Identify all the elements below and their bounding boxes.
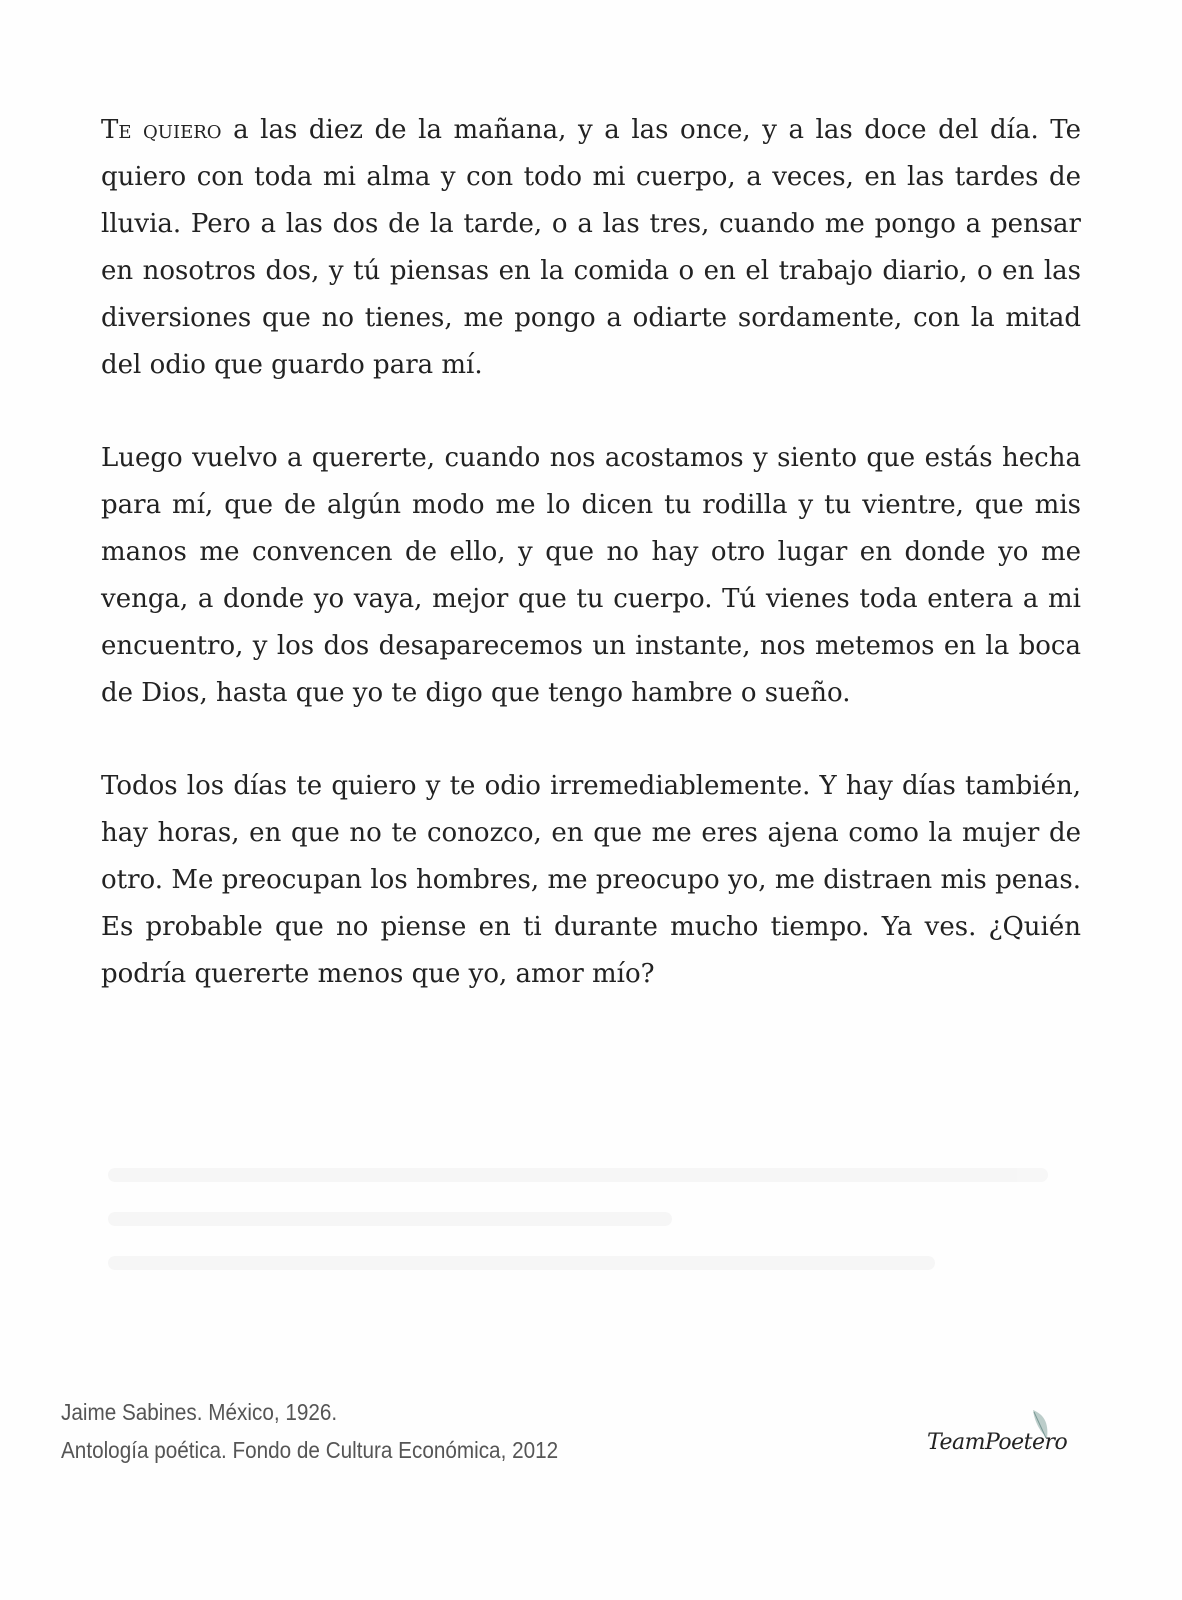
bleed-line bbox=[108, 1212, 672, 1226]
credit-source: Antología poética. Fondo de Cultura Económica, 2012 bbox=[61, 1437, 559, 1463]
poem-lead-words: Te quiero bbox=[101, 115, 222, 145]
bleed-line bbox=[108, 1168, 1048, 1182]
bleed-line bbox=[108, 1256, 935, 1270]
logo-text: TeamPoetero bbox=[927, 1430, 1068, 1455]
poem-paragraph-1 bbox=[101, 107, 1081, 389]
credit-author: Jaime Sabines. México, 1926. bbox=[61, 1399, 338, 1425]
team-poetero-logo bbox=[925, 1408, 1100, 1468]
poem-paragraph-3: Todos los días te quiero y te odio irremediablemente. Y hay días también, hay horas, en que no te conozco, en que me eres ajena como la mujer de otro. Me preocupan los hombres, me preocupo yo, me distraen mis penas. Es probable que no piense en ti durante mucho tiempo. Ya ves. ¿Quién podría quererte menos que yo, amor mío? bbox=[101, 771, 1081, 989]
poem-credit bbox=[61, 1393, 558, 1469]
poem-paragraph-2: Luego vuelvo a quererte, cuando nos acostamos y siento que estás hecha para mí, que de algún modo me lo dicen tu rodilla y tu vientre, que mis manos me convencen de ello, y que no hay otro lugar en donde yo me venga, a donde yo vaya, mejor que tu cuerpo. Tú vienes toda entera a mi encuentro, y los dos desaparecemos un instante, nos metemos en la boca de Dios, hasta que yo te digo que tengo hambre o sueño. bbox=[101, 443, 1081, 708]
reverse-page-bleed bbox=[108, 1168, 1048, 1288]
poem-body bbox=[101, 107, 1081, 1044]
poem-paragraph-1-text: a las diez de la mañana, y a las once, y a las doce del día. Te quiero con toda mi alma y con todo mi cuerpo, a veces, en las tardes de lluvia. Pero a las dos de la tarde, o a las tres, cuando me pongo a pensar en nosotros dos, y tú piensas en la comida o en el trabajo diario, o en las diversiones que no tienes, me pongo a odiarte sordamente, con la mitad del odio que guardo para mí. bbox=[101, 115, 1082, 380]
